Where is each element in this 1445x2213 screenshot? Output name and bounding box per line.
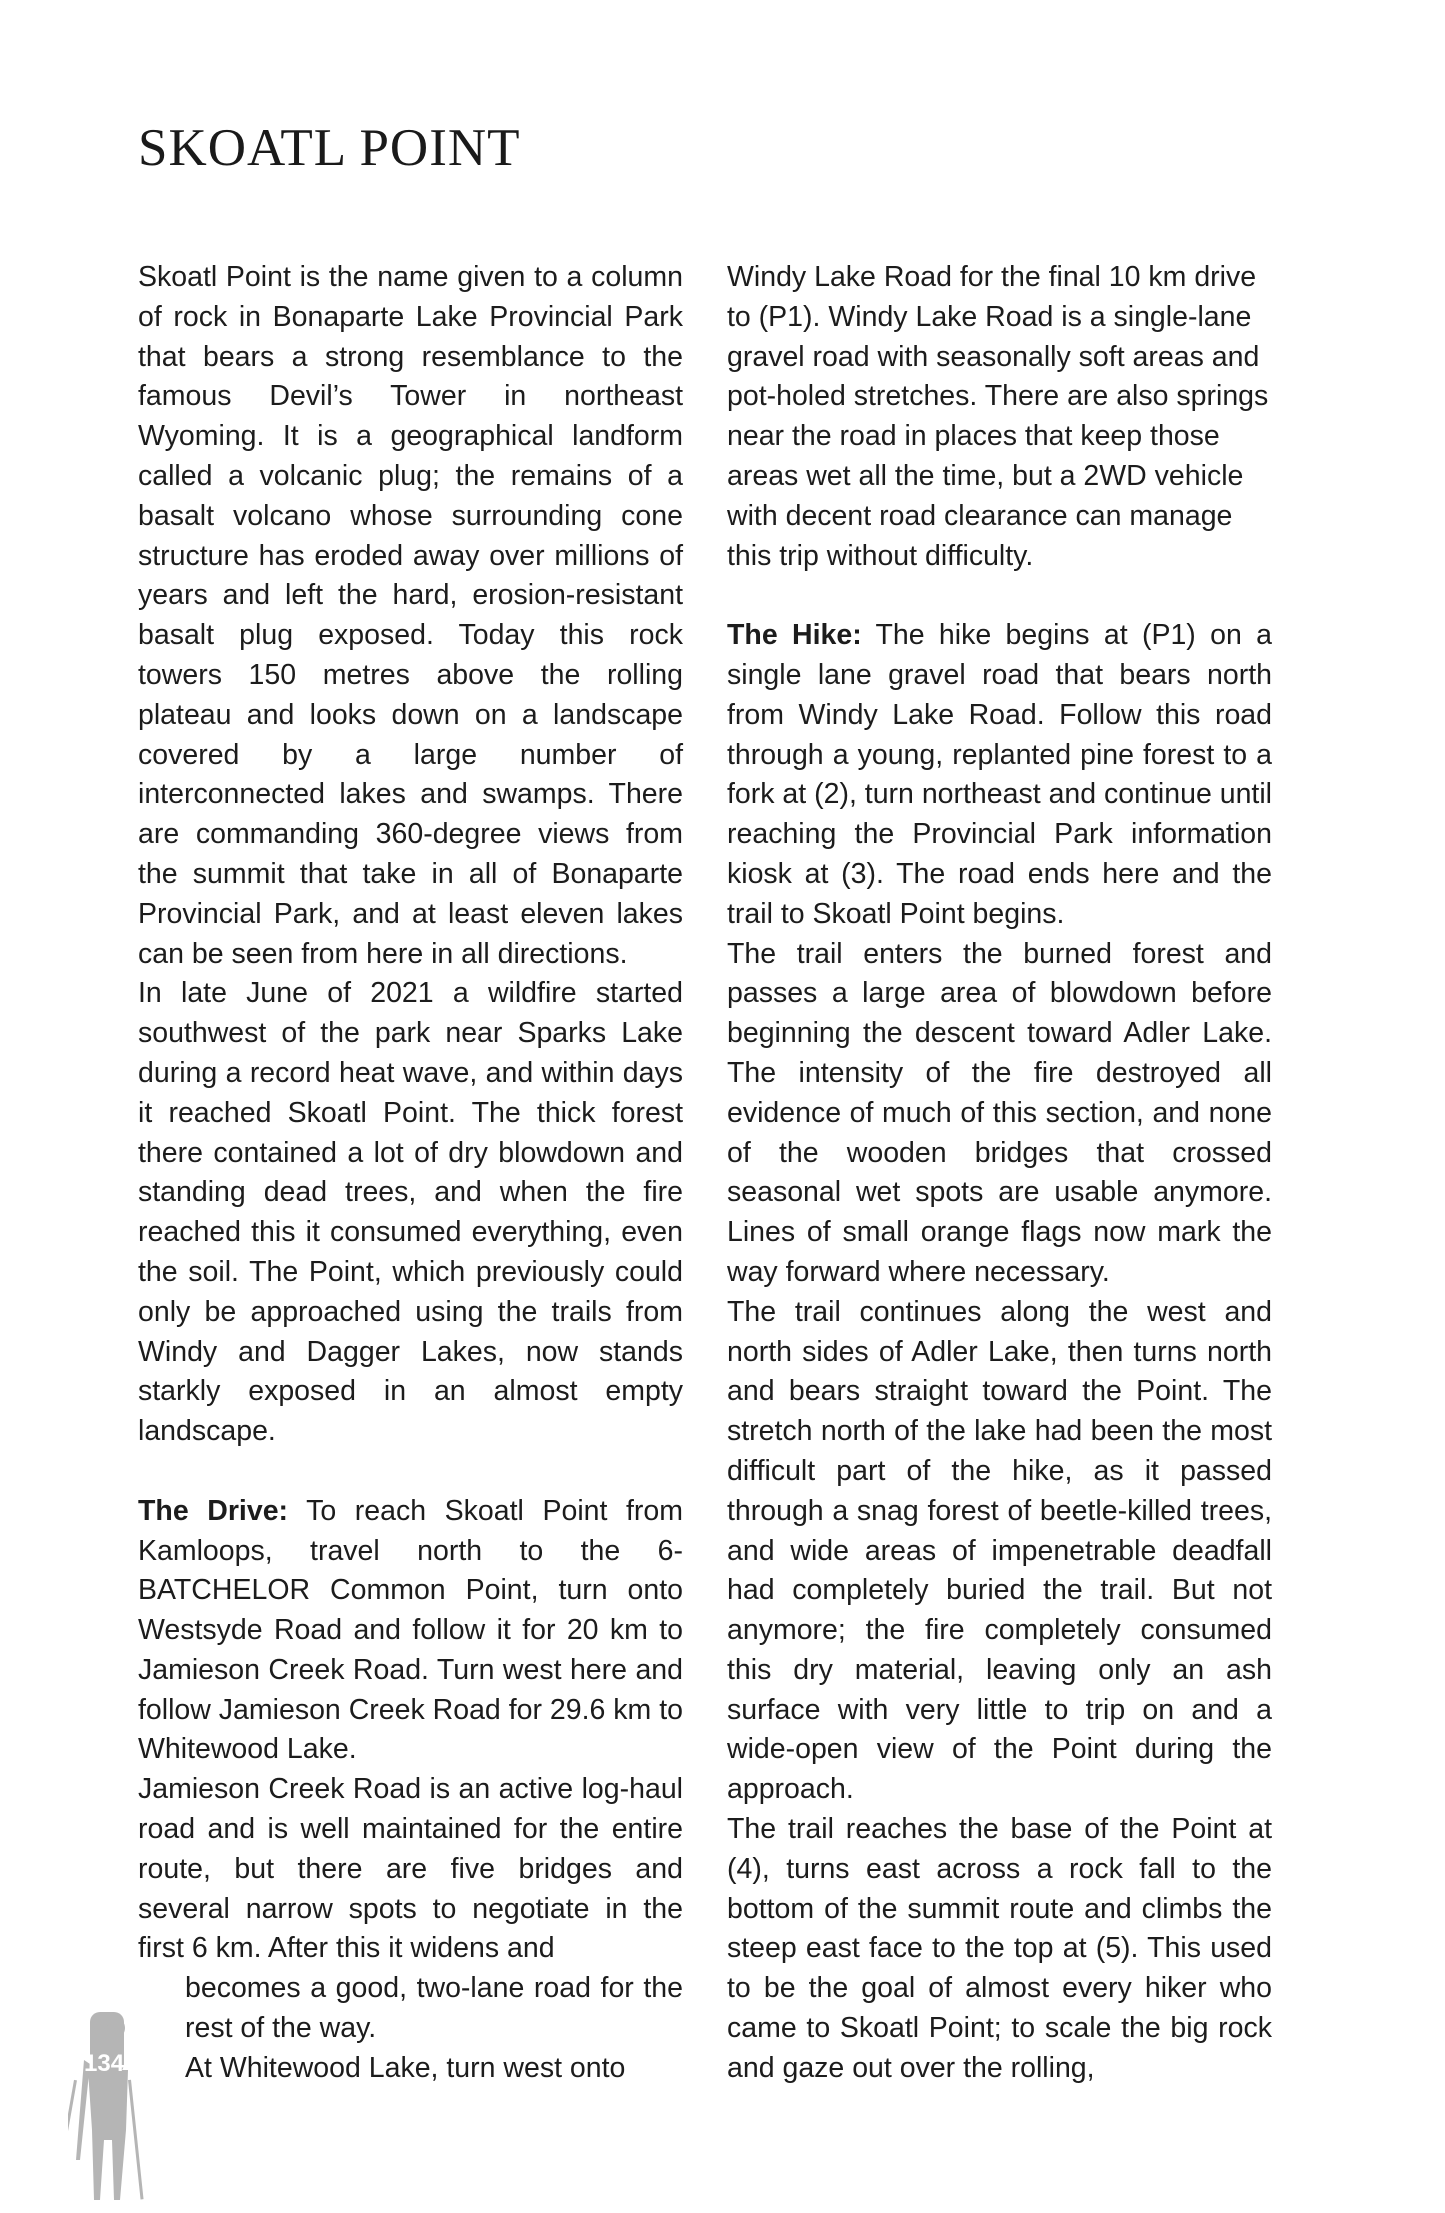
drive-heading: The Drive:	[138, 1494, 289, 1527]
road-paragraph: Jamieson Creek Road is an active log-haul road and is well maintained for the entire route, but there are five bridges and several narrow spots to negotiate in the first 6 km. After this it widens and	[138, 1773, 683, 1965]
drive-text: To reach Skoatl Point from Kamloops, travel north to the 6-BATCHELOR Common Point, turn onto Westsyde Road and follow it for 20 km to Jamieson Creek Road. Turn west here and follow Jamieson Creek Road for 29.6 km to Whitewood Lake.	[138, 1494, 684, 1766]
page-number: 134	[84, 2050, 125, 2077]
hiker-silhouette-icon	[68, 2010, 148, 2210]
wildfire-paragraph: In late June of 2021 a wildfire started southwest of the park near Sparks Lake during a record heat wave, and within days it reached Skoatl Point. The thick forest there contained a lot of dry blowdown and standing dead trees, and when the fire reached this it consumed everything, even the soil. The Point, which previously could only be approached using the trails from Windy and Dagger Lakes, now stands starkly exposed in an almost empty landscape.	[138, 977, 683, 1448]
summit-paragraph: The trail reaches the base of the Point at (4), turns east across a rock fall to the bottom of the summit route and climbs the steep east face to the top at (5). This used to be the goal of almost every hiker who came to Skoatl Point; to scale the big rock and gaze out over the rolling,	[727, 1813, 1272, 2084]
whitewood-paragraph: At Whitewood Lake, turn west onto	[185, 2051, 626, 2084]
hike-text: The hike begins at (P1) on a single lane gravel road that bears north from Windy Lake Road. Follow this road through a young, replanted pine forest to a fork at (2), turn northeast and continue until reaching the Provincial Park information kiosk at (3). The road ends here and the trail to Skoatl Point begins.	[727, 619, 1272, 930]
hike-paragraph	[727, 616, 1272, 934]
hike-heading: The Hike:	[727, 619, 862, 652]
adler-lake-paragraph: The trail continues along the west and north sides of Adler Lake, then turns north and bears straight toward the Point. The stretch north of the lake had been the most difficult part of the hike, as it passed through a snag forest of beetle-killed trees, and wide areas of impenetrable deadfall had completely buried the trail. But not anymore; the fire completely consumed this dry material, leaving only an ash surface with very little to trip on and a wide-open view of the Point during the approach.	[727, 1295, 1272, 1806]
burned-forest-paragraph: The trail enters the burned forest and passes a large area of blowdown before beginning the descent toward Adler Lake. The intensity of the fire destroyed all evidence of much of this section, and none of the wooden bridges that crossed seasonal wet spots are usable anymore. Lines of small orange flags now mark the way forward where necessary.	[727, 937, 1272, 1288]
right-column	[727, 258, 1272, 2089]
road-paragraph-continued: becomes a good, two-lane road for the rest of the way.	[185, 1972, 683, 2045]
windy-road-paragraph: Windy Lake Road for the final 10 km drive to (P1). Windy Lake Road is a single-lane gravel road with seasonally soft areas and pot-holed stretches. There are also springs near the road in places that keep those areas wet all the time, but a 2WD vehicle with decent road clearance can manage this trip without difficulty.	[727, 261, 1269, 572]
left-column	[138, 258, 683, 2089]
page-title: SKOATL POINT	[138, 119, 521, 177]
intro-paragraph: Skoatl Point is the name given to a column of rock in Bonaparte Lake Provincial Park that bears a strong resemblance to the famous Devil’s Tower in northeast Wyoming. It is a geographical landform called a volcanic plug; the remains of a basalt volcano whose surrounding cone structure has eroded away over millions of years and left the hard, erosion-resistant basalt plug exposed. Today this rock towers 150 metres above the rolling plateau and looks down on a landscape covered by a large number of interconnected lakes and swamps. There are commanding 360-degree views from the summit that take in all of Bonaparte Provincial Park, and at least eleven lakes can be seen from here in all directions.	[138, 261, 683, 970]
drive-paragraph	[138, 1492, 683, 1771]
